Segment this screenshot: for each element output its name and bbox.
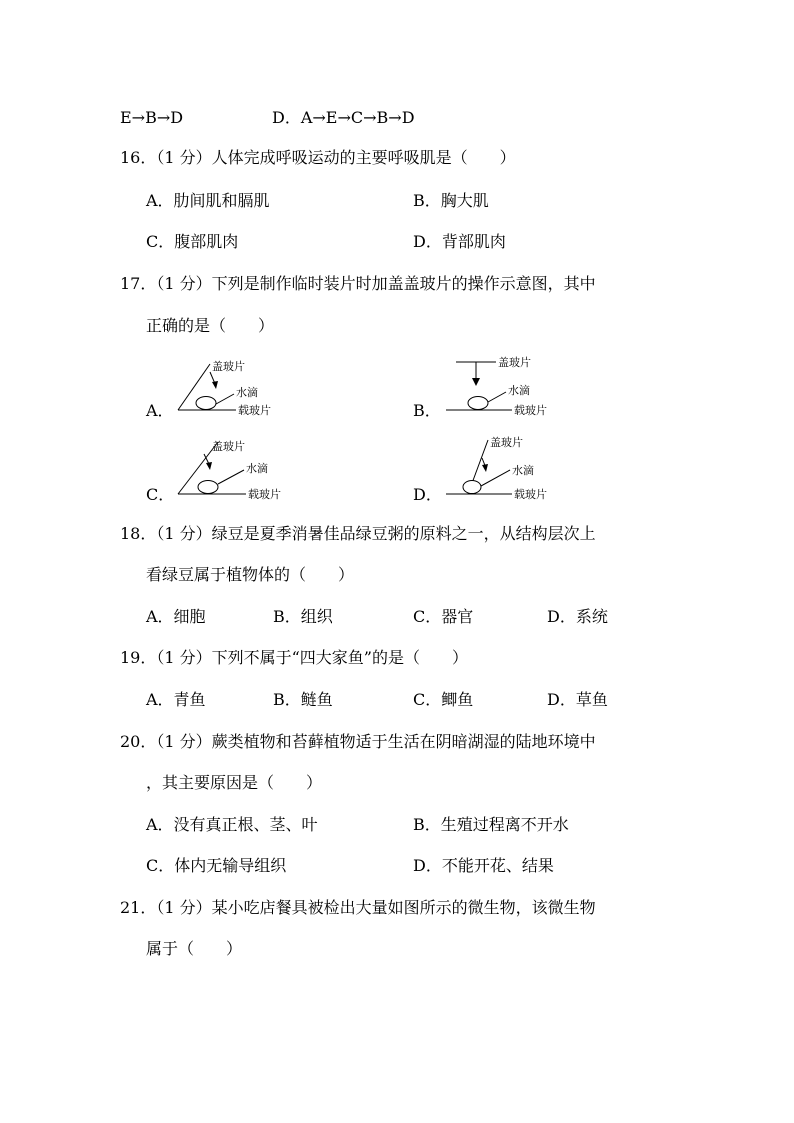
question-17-option-d: D． — [413, 485, 442, 504]
figure-b-water-drop — [468, 397, 488, 410]
question-20-option-d: D．不能开花、结果 — [413, 856, 554, 875]
question-20-option-a: A．没有真正根、茎、叶 — [146, 815, 318, 834]
figure-c-arrow-icon — [206, 462, 212, 470]
figure-d-arrow-icon — [482, 464, 488, 472]
figure-a-water-drop — [196, 397, 216, 410]
question-21-stem-line-1: 21．（1 分）某小吃店餐具被检出大量如图所示的微生物，该微生物 — [120, 898, 596, 917]
question-18-option-a: A．细胞 — [146, 607, 206, 626]
question-16-option-a: A．肋间肌和膈肌 — [146, 191, 270, 210]
figure-c-coverslip-diagram — [170, 436, 300, 502]
figure-c-label-cover: 盖玻片 — [212, 440, 245, 453]
figure-a-arrow-icon — [212, 381, 218, 389]
question-19-option-b: B．鲢鱼 — [273, 690, 333, 709]
question-17-option-a: A． — [146, 401, 174, 420]
figure-d-coverslip-diagram — [440, 432, 570, 502]
question-20-stem-line-2: ，其主要原因是（ ） — [146, 773, 323, 792]
prev-question-option-c-tail: E→B→D — [120, 108, 184, 127]
question-17-stem-line-1: 17．（1 分）下列是制作临时装片时加盖盖玻片的操作示意图，其中 — [120, 274, 596, 293]
figure-c-label-water: 水滴 — [246, 462, 268, 475]
figure-b-coverslip-diagram — [440, 352, 570, 418]
question-20-option-b: B．生殖过程离不开水 — [413, 815, 569, 834]
question-19-stem: 19．（1 分）下列不属于“四大家鱼”的是（ ） — [120, 648, 468, 667]
question-16-option-b: B．胸大肌 — [413, 191, 489, 210]
question-19-option-a: A．青鱼 — [146, 690, 206, 709]
question-19-option-d: D．草鱼 — [547, 690, 608, 709]
figure-d-label-cover: 盖玻片 — [490, 436, 523, 449]
question-18-option-c: C．器官 — [413, 607, 474, 626]
question-16-stem: 16．（1 分）人体完成呼吸运动的主要呼吸肌是（ ） — [120, 148, 516, 167]
question-18-option-b: B．组织 — [273, 607, 333, 626]
figure-a-label-slide: 载玻片 — [238, 404, 271, 417]
figure-c-label-slide: 载玻片 — [248, 488, 281, 501]
question-17-option-b: B． — [413, 401, 441, 420]
question-18-option-d: D．系统 — [547, 607, 608, 626]
question-16-option-c: C．腹部肌肉 — [146, 232, 239, 251]
figure-d-label-slide: 载玻片 — [514, 488, 547, 501]
question-20-option-c: C．体内无输导组织 — [146, 856, 287, 875]
figure-b-label-slide: 载玻片 — [514, 404, 547, 417]
question-21-stem-line-2: 属于（ ） — [146, 939, 243, 958]
question-18-stem-line-1: 18．（1 分）绿豆是夏季消暑佳品绿豆粥的原料之一，从结构层次上 — [120, 524, 596, 543]
figure-c-water-drop — [198, 481, 218, 494]
figure-b-label-cover: 盖玻片 — [498, 356, 531, 369]
question-18-stem-line-2: 看绿豆属于植物体的（ ） — [146, 565, 355, 584]
question-19-option-c: C．鲫鱼 — [413, 690, 474, 709]
figure-a-label-cover: 盖玻片 — [212, 360, 245, 373]
figure-d-water-drop — [463, 481, 481, 494]
figure-d-label-water: 水滴 — [512, 464, 534, 477]
question-16-option-d: D．背部肌肉 — [413, 232, 506, 251]
prev-question-option-d: D．A→E→C→B→D — [272, 108, 415, 127]
question-17-stem-line-2: 正确的是（ ） — [146, 316, 275, 335]
question-17-option-c: C． — [146, 485, 175, 504]
figure-a-coverslip-diagram — [170, 356, 290, 420]
figure-b-arrow-icon — [472, 378, 480, 386]
figure-a-label-water: 水滴 — [236, 386, 258, 399]
question-20-stem-line-1: 20．（1 分）蕨类植物和苔藓植物适于生活在阴暗湖湿的陆地环境中 — [120, 732, 596, 751]
figure-b-label-water: 水滴 — [508, 384, 530, 397]
